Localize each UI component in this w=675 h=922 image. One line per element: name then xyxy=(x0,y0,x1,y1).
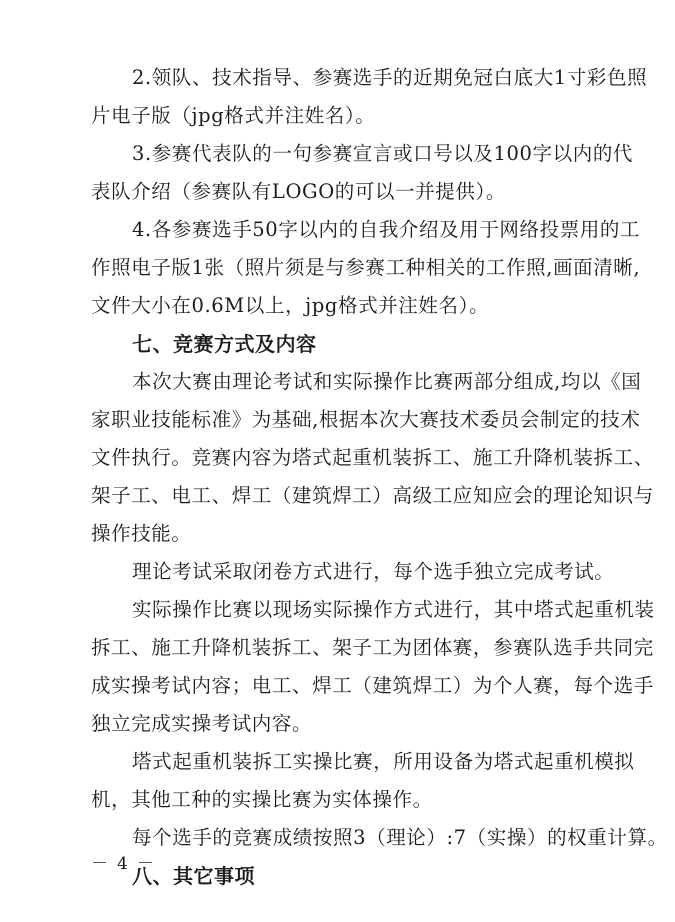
page-number: － 4 － xyxy=(91,854,156,874)
text-line-16: 拆工、施工升降机装拆工、架子工为团体赛，参赛队选手共同完 xyxy=(91,636,654,659)
text-line-5: 4.各参赛选手50字以内的自我介绍及用于网络投票用的工 xyxy=(132,218,641,241)
text-line-2: 片电子版（jpg格式并注姓名）。 xyxy=(91,104,376,127)
text-line-7: 文件大小在0.6M以上，jpg格式并注姓名）。 xyxy=(91,294,490,317)
section-heading-7: 七、竞赛方式及内容 xyxy=(132,332,317,356)
text-line-12: 架子工、电工、焊工（建筑焊工）高级工应知应会的理论知识与 xyxy=(91,484,654,507)
text-line-11: 文件执行。竞赛内容为塔式起重机装拆工、施工升降机装拆工、 xyxy=(91,446,654,469)
text-line-1: 2.领队、技术指导、参赛选手的近期免冠白底大1寸彩色照 xyxy=(132,66,648,89)
text-line-4: 表队介绍（参赛队有LOGO的可以一并提供）。 xyxy=(91,180,506,203)
text-line-18: 独立完成实操考试内容。 xyxy=(91,712,313,735)
text-line-3: 3.参赛代表队的一句参赛宣言或口号以及100字以内的代 xyxy=(132,142,634,165)
text-line-19: 塔式起重机装拆工实操比赛，所用设备为塔式起重机模拟 xyxy=(132,750,635,773)
section-heading-8: 八、其它事项 xyxy=(132,864,255,888)
text-line-13: 操作技能。 xyxy=(91,522,192,545)
text-line-14: 理论考试采取闭卷方式进行，每个选手独立完成考试。 xyxy=(132,560,615,583)
text-line-9: 本次大赛由理论考试和实际操作比赛两部分组成,均以《国 xyxy=(132,370,642,393)
text-line-20: 机，其他工种的实操比赛为实体操作。 xyxy=(91,788,433,811)
text-line-21: 每个选手的竞赛成绩按照3（理论）:7（实操）的权重计算。 xyxy=(132,826,668,849)
text-line-10: 家职业技能标准》为基础,根据本次大赛技术委员会制定的技术 xyxy=(91,408,641,431)
text-line-15: 实际操作比赛以现场实际操作方式进行，其中塔式起重机装 xyxy=(132,598,655,621)
text-line-6: 作照电子版1张（照片须是与参赛工种相关的工作照,画面清晰, xyxy=(91,256,641,279)
text-line-17: 成实操考试内容；电工、焊工（建筑焊工）为个人赛，每个选手 xyxy=(91,674,654,697)
